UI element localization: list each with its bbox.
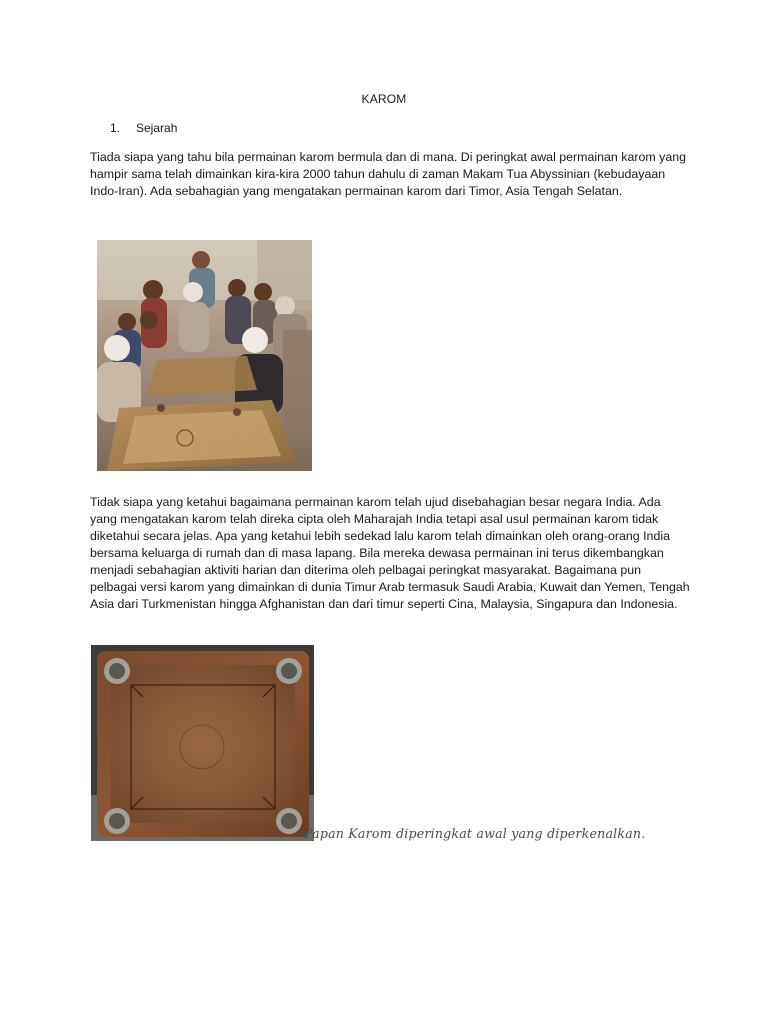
early-karom-board-photo [91,645,314,841]
boys-playing-karom-photo [97,240,312,471]
section-number: 1. [110,121,121,135]
section-title: Sejarah [136,121,178,135]
board-photo-caption: Papan Karom diperingkat awal yang diperkenalkan. [304,826,646,841]
section-heading [110,121,177,135]
history-paragraph-1: Tiada siapa yang tahu bila permainan karom bermula dan di mana. Di peringkat awal permainan karom yang hampir sama telah dimainkan kira-kira 2000 tahun dahulu di zaman Makam Tua Abyssinian (kebudayaan Indo-Iran). Ada sebahagian yang mengatakan permainan karom dari Timor, Asia Tengah Selatan. [90,150,686,198]
document-title: KAROM [361,92,407,106]
history-paragraph-2: Tidak siapa yang ketahui bagaimana permainan karom telah ujud disebahagian besar negara India. Ada yang mengatakan karom telah direka cipta oleh Maharajah India tetapi asal usul permainan karom tidak diketahui secara jelas. Apa yang ketahui lebih sedekad lalu karom telah dimainkan oleh orang-orang India bersama keluarga di rumah dan di masa lapang. Bila mereka dewasa permainan ini terus dikembangkan menjadi sebahagian aktiviti harian dan diterima oleh pelbagai peringkat masyarakat. Bagaimana pun pelbagai versi karom yang dimainkan di dunia Timur Arab termasuk Saudi Arabia, Kuwait dan Yemen, Tengah Asia dari Turkmenistan hingga Afghanistan dan dari timur seperti Cina, Malaysia, Singapura dan Indonesia. [90,495,690,611]
